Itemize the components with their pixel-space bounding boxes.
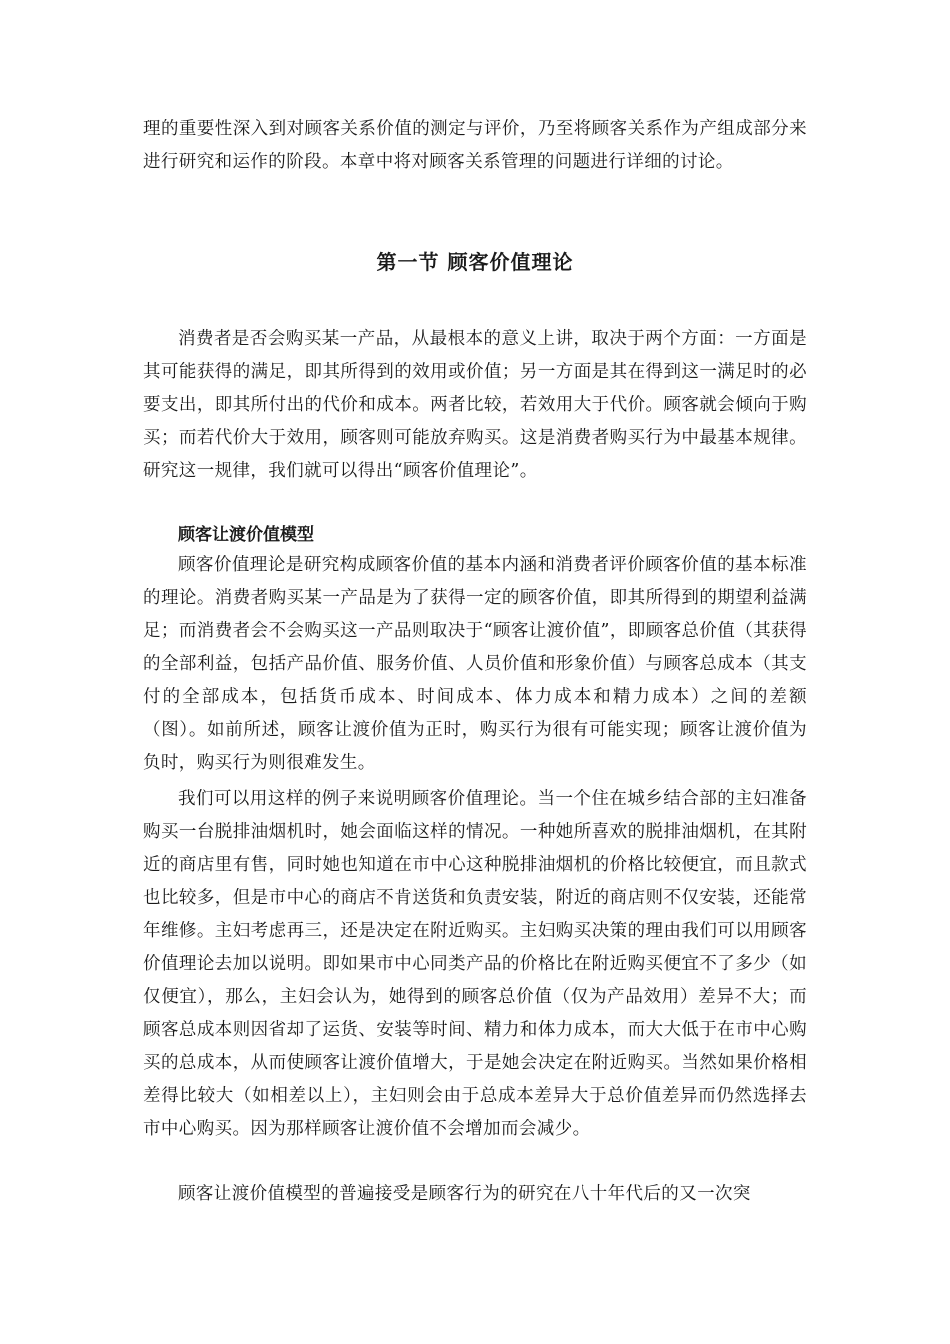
paragraph-model-acceptance: 顾客让渡价值模型的普遍接受是顾客行为的研究在八十年代后的又一次突 <box>178 1184 751 1204</box>
subsection-title: 顾客让渡价值模型 <box>178 525 314 545</box>
intro-paragraph: 理的重要性深入到对顾客关系价值的测定与评价，乃至将顾客关系作为产组成部分来进行研究和运作的阶段。本章中将对顾客关系管理的问题进行详细的讨论。 <box>143 119 807 172</box>
paragraph-customer-value-theory: 顾客价值理论是研究构成顾客价值的基本内涵和消费者评价顾客价值的基本标准的理论。消费者购买某一产品是为了获得一定的顾客价值，即其所得到的期望利益满足；而消费者会不会购买这一产品则取决于“顾客让渡价值”，即顾客总价值（其获得的全部利益，包括产品价值、服务价值、人员价值和形象价值）与顾客总成本（其支付的全部成本，包括货币成本、时间成本、体力成本和精力成本）之间的差额（图）。如前所述，顾客让渡价值为正时，购买行为很有可能实现；顾客让渡价值为负时，购买行为则很难发生。 <box>143 555 807 773</box>
section-title: 第一节 顾客价值理论 <box>376 250 574 274</box>
paragraph-consumer-choice: 消费者是否会购买某一产品，从最根本的意义上讲，取决于两个方面：一方面是其可能获得的满足，即其所得到的效用或价值；另一方面是其在得到这一满足时的必要支出，即其所付出的代价和成本。两者比较，若效用大于代价。顾客就会倾向于购买；而若代价大于效用，顾客则可能放弃购买。这是消费者购买行为中最基本规律。研究这一规律，我们就可以得出“顾客价值理论”。 <box>143 329 807 481</box>
paragraph-example: 我们可以用这样的例子来说明顾客价值理论。当一个住在城乡结合部的主妇准备购买一台脱排油烟机时，她会面临这样的情况。一种她所喜欢的脱排油烟机，在其附近的商店里有售，同时她也知道在市中心这种脱排油烟机的价格比较便宜，而且款式也比较多，但是市中心的商店不肯送货和负责安装，附近的商店则不仅安装，还能常年维修。主妇考虑再三，还是决定在附近购买。主妇购买决策的理由我们可以用顾客价值理论去加以说明。即如果市中心同类产品的价格比在附近购买便宜不了多少（如仅便宜），那么，主妇会认为，她得到的顾客总价值（仅为产品效用）差异不大；而顾客总成本则因省却了运货、安装等时间、精力和体力成本，而大大低于在市中心购买的总成本，从而使顾客让渡价值增大，于是她会决定在附近购买。当然如果价格相差得比较大（如相差以上），主妇则会由于总成本差异大于总价值差异而仍然选择去市中心购买。因为那样顾客让渡价值不会增加而会减少。 <box>143 789 807 1139</box>
